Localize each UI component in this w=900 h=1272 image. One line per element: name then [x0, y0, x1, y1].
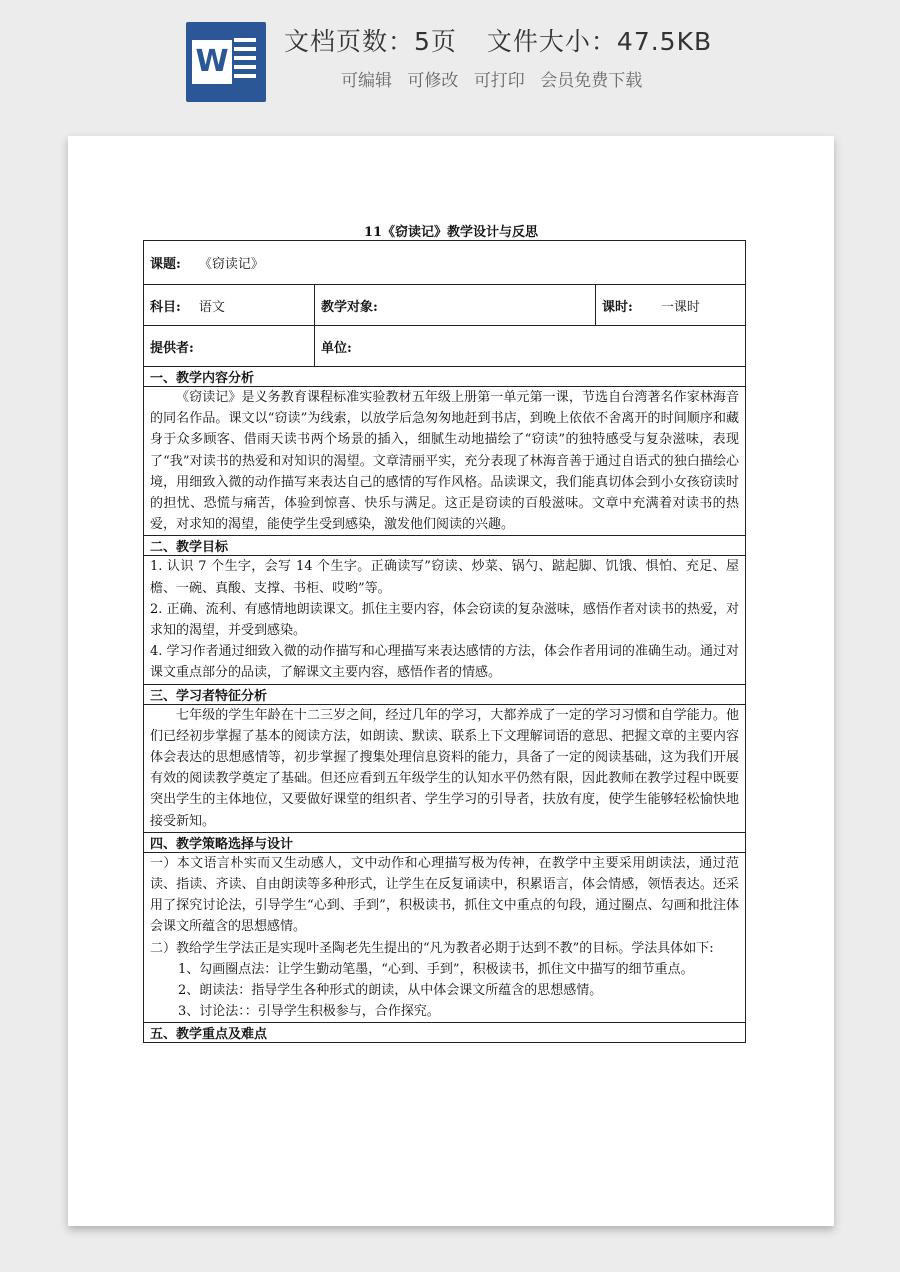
file-size: 文件大小：47.5KB: [486, 27, 713, 56]
topic-row: [144, 241, 746, 285]
objective-item: 1. 认识 7 个生字，会写 14 个生字。正确读写”窃读、炒菜、锅勺、踮起脚、饥饿、惧怕、充足、屋檐、一碗、真酸、支撑、书柜、哎哟”等。: [150, 559, 740, 596]
word-document-icon: W: [186, 22, 266, 102]
feature-editable: 可编辑: [341, 71, 392, 91]
feature-list: [341, 66, 652, 91]
objective-item: 4. 学习作者通过细致入微的动作描写和心理描写来表达感情的方法，体会作者用词的准确生动。通过对课文重点部分的品读，了解课文主要内容，感悟作者的情感。: [150, 644, 740, 681]
content-analysis-text: 《窃读记》是义务教育课程标准实验教材五年级上册第一单元第一课，节选自台湾著名作家林海音的同名作品。课文以“窃读”为线索，以放学后急匆匆地赶到书店，到晚上依依不舍离开的时间顺序和藏身于众多顾客、借雨天读书两个场景的插入，细腻生动地描绘了“窃读”的独特感受与复杂滋味，表现了“我”对读书的热爱和对知识的渴望。文章清丽平实，充分表现了林海音善于通过自语式的独白描绘心境，用细致入微的动作描写来表达自己的感情的写作风格。品读课文，我们能真切体会到小女孩窃读时的担忧、恐慌与痛苦，体验到惊喜、快乐与满足。这正是窃读的百般滋味。文章中充满着对读书的热爱，对求知的渴望，能使学生受到感染，激发他们阅读的兴趣。: [150, 390, 740, 533]
file-info: [284, 22, 742, 58]
lesson-plan-table: [143, 240, 746, 1043]
document-title: 11《窃读记》教学设计与反思: [363, 225, 539, 240]
hours-label: 课时:: [602, 299, 633, 315]
learner-analysis-text: 七年级的学生年龄在十二三岁之间，经过几年的学习，大都养成了一定的学习习惯和自学能力。他们已经初步掌握了基本的阅读方法，如朗读、默读、联系上下文理解词语的意思、把握文章的主要内容体会表达的思想感情等，初步掌握了搜集处理信息资料的能力，具备了一定的阅读基础，这为我们开展有效的阅读教学奠定了基础。但还应看到五年级学生的认知水平仍然有限，因此教师在教学过程中既要突出学生的主体地位，又要做好课堂的组织者、学生学习的引导者，扶放有度，使学生能够轻松愉快地接受新知。: [150, 707, 740, 829]
document-page: [68, 136, 834, 1226]
study-method-item: 1、勾画圈点法：让学生勤动笔墨，“心到、手到”，积极读书，抓住文中描写的细节重点。: [178, 961, 694, 977]
section-objectives: [144, 556, 746, 684]
section-learner-analysis: [144, 704, 746, 832]
section-learner-analysis-heading: 三、学习者特征分析: [144, 684, 746, 704]
provider-row: [144, 326, 746, 367]
feature-member-download: 会员免费下载: [540, 71, 643, 91]
subject-value: 语文: [198, 299, 225, 315]
strategy-paragraph: 二）教给学生学法正是实现叶圣陶老先生提出的“凡为教者必期于达到不教”的目标。学法具体如下:: [150, 940, 714, 956]
section-key-points-heading: 五、教学重点及难点: [144, 1023, 746, 1043]
unit-label: 单位:: [321, 340, 352, 356]
strategy-paragraph: 一）本文语言朴实而又生动感人，文中动作和心理描写极为传神，在教学中主要采用朗读法，通过范读、指读、齐读、自由朗读等多种形式，让学生在反复诵读中，积累语言，体会情感，领悟表达。还采用了探究讨论法，引导学生“心到、手到”，积极读书，抓住文中重点的句段，通过圈点、勾画和批注体会课文所蕴含的思想感情。: [150, 855, 740, 935]
provider-label: 提供者:: [150, 340, 194, 356]
section-content-analysis: [144, 387, 746, 536]
download-banner: [0, 0, 900, 120]
page-count: 文档页数：5页: [284, 27, 457, 56]
objective-item: 2. 正确、流利、有感情地朗读课文。抓住主要内容，体会窃读的复杂滋味，感悟作者对读书的热爱，对求知的渴望，并受到感染。: [150, 601, 740, 639]
section-strategy-heading: 四、教学策略选择与设计: [144, 832, 746, 852]
topic-label: 课题:: [150, 257, 181, 272]
section-content-analysis-heading: 一、教学内容分析: [144, 367, 746, 387]
feature-modifiable: 可修改: [407, 71, 459, 91]
hours-value: 一课时: [660, 299, 700, 315]
study-method-item: 3、讨论法：：引导学生积极参与，合作探究。: [178, 1004, 440, 1020]
topic-value: 《窃读记》: [198, 257, 264, 272]
section-strategy: [144, 852, 746, 1023]
subject-row: [144, 285, 746, 326]
feature-printable: 可打印: [473, 71, 525, 91]
audience-label: 教学对象:: [321, 299, 378, 315]
study-method-item: 2、朗读法：指导学生各种形式的朗读，从中体会课文所蕴含的思想感情。: [178, 983, 603, 999]
subject-label: 科目:: [150, 299, 181, 315]
section-objectives-heading: 二、教学目标: [144, 536, 746, 556]
